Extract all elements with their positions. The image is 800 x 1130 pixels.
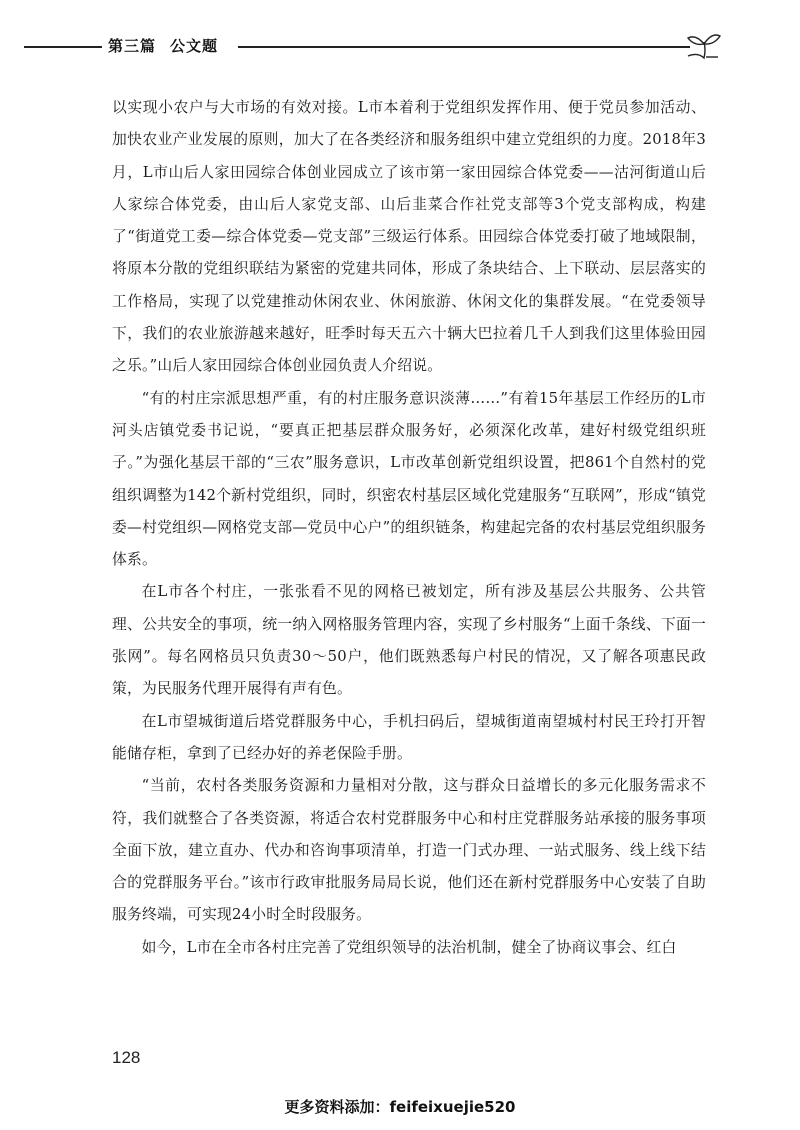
body-text (112, 92, 706, 964)
paragraph: 如今，L市在全市各村庄完善了党组织领导的法治机制，健全了协商议事会、红白 (141, 938, 677, 956)
page-number: 128 (112, 1048, 141, 1067)
section-label (108, 35, 218, 56)
paragraph: “有的村庄宗派思想严重，有的村庄服务意识淡薄……”有着15年基层工作经历的L市河头店镇党委书记说，“要真正把基层群众服务好，必须深化改革，建好村级党组织班子。”为强化基层干部的“三农”服务意识，L市改革创新党组织设置，把861个自然村的党组织调整为142个新村党组织，同时，织密农村基层区域化党建服务“互联网”，形成“镇党委—村党组织—网格党支部—党员中心户”的组织链条，构建起完备的农村基层党组织服务体系。 (112, 389, 706, 569)
paragraph: “当前，农村各类服务资源和力量相对分散，这与群众日益增长的多元化服务需求不符，我们就整合了各类资源，将适合农村党群服务中心和村庄党群服务站承接的服务事项全面下放，建立直办、代办和咨询事项清单，打造一门式办理、一站式服务、线上线下结合的党群服务平台。”该市行政审批服务局局长说，他们还在新村党群服务中心安装了自助服务终端，可实现24小时全时段服务。 (112, 777, 706, 924)
section-title: 公文题 (170, 37, 219, 55)
running-header (0, 30, 800, 70)
sprout-icon (684, 30, 724, 64)
header-rule-right (238, 46, 690, 48)
header-rule-left (24, 46, 102, 48)
paragraph: 在L市望城街道后塔党群服务中心，手机扫码后，望城街道南望城村村民王玲打开智能储存柜，拿到了已经办好的养老保险手册。 (112, 712, 706, 762)
section-number: 第三篇 (108, 37, 157, 55)
paragraph: 以实现小农户与大市场的有效对接。L市本着利于党组织发挥作用、便于党员参加活动、加快农业产业发展的原则，加大了在各类经济和服务组织中建立党组织的力度。2018年3月，L市山后人家田园综合体创业园成立了该市第一家田园综合体党委——沽河街道山后人家综合体党委，由山后人家党支部、山后韭菜合作社党支部等3个党支部构成，构建了“街道党工委—综合体党委—党支部”三级运行体系。田园综合体党委打破了地域限制，将原本分散的党组织联结为紧密的党建共同体，形成了条块结合、上下联动、层层落实的工作格局，实现了以党建推动休闲农业、休闲旅游、休闲文化的集群发展。“在党委领导下，我们的农业旅游越来越好，旺季时每天五六十辆大巴拉着几千人到我们这里体验田园之乐。”山后人家田园综合体创业园负责人介绍说。 (112, 99, 706, 375)
paragraph: 在L市各个村庄，一张张看不见的网格已被划定，所有涉及基层公共服务、公共管理、公共安全的事项，统一纳入网格服务管理内容，实现了乡村服务“上面千条线、下面一张网”。每名网格员只负责30～50户，他们既熟悉每户村民的情况，又了解各项惠民政策，为民服务代理开展得有声有色。 (112, 583, 706, 698)
footer-contact-note: 更多资料添加：feifeixuejie520 (284, 1098, 516, 1116)
